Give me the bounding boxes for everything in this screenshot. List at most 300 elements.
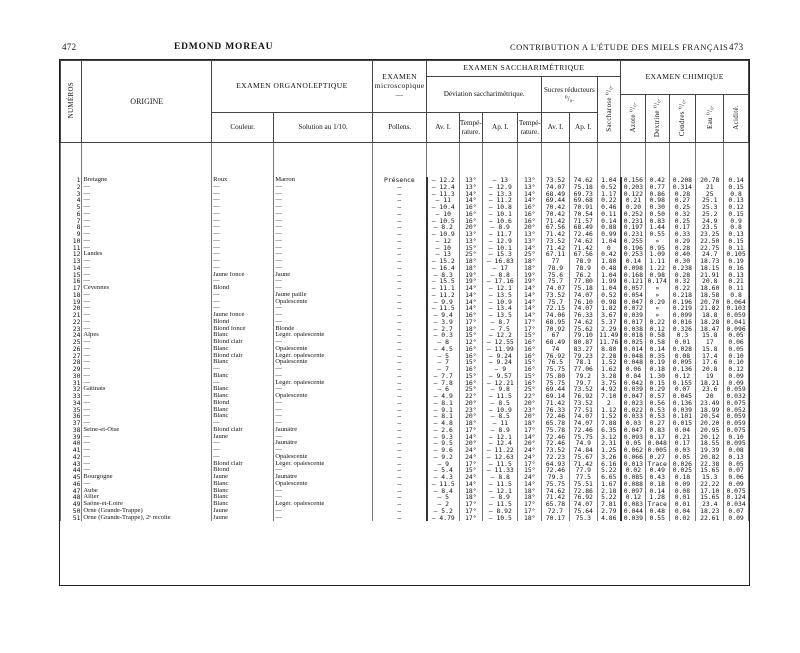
cell-solution: —	[274, 218, 373, 225]
cell-azote: 0.197	[621, 224, 646, 231]
cell-cendres: 0.32	[669, 211, 696, 218]
cell-acidite: 0.12	[724, 204, 749, 211]
cell-temp-ap: 15°	[518, 467, 542, 474]
header-temp2: Tempé-rature.	[518, 113, 542, 143]
cell-dev-ap: — 12.1	[483, 488, 518, 495]
cell-saccharose: 0.98	[597, 299, 621, 306]
cell-temp-ap: 14°	[518, 245, 542, 252]
cell-eau: 20.70	[696, 299, 724, 306]
header-origine: ORIGINE	[82, 61, 212, 143]
cell-eau: 17.6	[696, 359, 724, 366]
cell-azote: 0.196	[621, 245, 646, 252]
cell-origine: —	[82, 245, 212, 252]
cell-acidite: 0.15	[724, 238, 749, 245]
cell-origine: —	[82, 224, 212, 231]
cell-origine: —	[82, 359, 212, 366]
cell-saccharose: 8.80	[597, 346, 621, 353]
cell-azote: 0.047	[621, 393, 646, 400]
cell-solution: Marron	[274, 177, 373, 184]
cell-sucres-av: 70.17	[542, 515, 570, 522]
cell-dextrine: 0.53	[645, 407, 669, 414]
cell-numero: 33	[61, 393, 82, 400]
cell-origine: —	[82, 299, 212, 306]
cell-cendres: 0.099	[669, 312, 696, 319]
cell-acidite: 0.11	[724, 245, 749, 252]
cell-sucres-ap: 77.06	[569, 366, 597, 373]
cell-acidite: 0.05	[724, 332, 749, 339]
cell-solution: Jaunâtre	[274, 474, 373, 481]
cell-sucres-ap: 73.52	[569, 400, 597, 407]
cell-couleur: —	[212, 238, 274, 245]
cell-sucres-ap: 76.2	[569, 272, 597, 279]
cell-temp-av: 15°	[459, 359, 483, 366]
cell-saccharose: 2.29	[597, 326, 621, 333]
cell-origine: Orne (Grande-Trappe)	[82, 508, 212, 515]
cell-acidite: 0.105	[724, 251, 749, 258]
cell-sucres-ap: 74.9	[569, 440, 597, 447]
cell-temp-av: 12°	[459, 339, 483, 346]
cell-saccharose: 0.52	[597, 292, 621, 299]
cell-sucres-av: 71.42	[542, 231, 570, 238]
cell-dev-ap: — 17.16	[483, 278, 518, 285]
cell-couleur: —	[212, 292, 274, 299]
cell-temp-ap: 25°	[518, 386, 542, 393]
cell-origine: —	[82, 353, 212, 360]
cell-dev-ap: — 12.4	[483, 440, 518, 447]
cell-solution: —	[274, 400, 373, 407]
cell-sucres-av: 67.11	[542, 251, 570, 258]
cell-numero: 41	[61, 447, 82, 454]
cell-dev-ap: — 11	[483, 420, 518, 427]
cell-saccharose: 6.65	[597, 474, 621, 481]
cell-dev-ap: — 12.9	[483, 184, 518, 191]
cell-sucres-av: 74.62	[542, 488, 570, 495]
cell-sucres-av: 73.52	[542, 292, 570, 299]
cell-saccharose: 1.82	[597, 305, 621, 312]
cell-azote: 0.083	[621, 501, 646, 508]
cell-temp-av: 18°	[459, 326, 483, 333]
cell-temp-av: 20°	[459, 440, 483, 447]
cell-sucres-av: 68.95	[542, 319, 570, 326]
cell-sucres-ap: 75.18	[569, 184, 597, 191]
cell-cendres: 0.238	[669, 265, 696, 272]
cell-temp-av: 16°	[459, 218, 483, 225]
cell-sucres-av: 77	[542, 258, 570, 265]
cell-solution: —	[274, 373, 373, 380]
cell-eau: 25	[696, 191, 724, 198]
cell-solution: —	[274, 224, 373, 231]
cell-eau: 18.73	[696, 258, 724, 265]
cell-numero: 8	[61, 224, 82, 231]
cell-acidite: 0.059	[724, 420, 749, 427]
cell-eau: 21	[696, 184, 724, 191]
cell-acidite: 0.15	[724, 184, 749, 191]
cell-dev-av: — 8.3	[427, 272, 459, 279]
cell-pollens: —	[372, 515, 427, 522]
cell-temp-av: 14°	[459, 285, 483, 292]
table-row	[61, 231, 749, 238]
table-row	[61, 373, 749, 380]
cell-dev-av: — 9.4	[427, 312, 459, 319]
cell-sucres-ap: 74.84	[569, 447, 597, 454]
table-row	[61, 461, 749, 468]
cell-temp-ap: 19°	[518, 278, 542, 285]
cell-dev-av: — 2.7	[427, 326, 459, 333]
cell-dextrine: 0.98	[645, 197, 669, 204]
table-row	[61, 251, 749, 258]
cell-numero: 23	[61, 326, 82, 333]
cell-numero: 50	[61, 508, 82, 515]
table-row	[61, 265, 749, 272]
table-row	[61, 359, 749, 366]
cell-numero: 36	[61, 413, 82, 420]
cell-dev-av: — 3.9	[427, 319, 459, 326]
cell-dev-av: — 13	[427, 251, 459, 258]
cell-saccharose: 1.04	[597, 238, 621, 245]
cell-cendres: 0.18	[669, 474, 696, 481]
cell-dextrine: 0.29	[645, 299, 669, 306]
cell-couleur: Jaune	[212, 515, 274, 522]
cell-dev-ap: — 13.3	[483, 191, 518, 198]
cell-acidite: 0.10	[724, 359, 749, 366]
cell-temp-av: 16°	[459, 204, 483, 211]
cell-dextrine: 0.17	[645, 434, 669, 441]
cell-couleur: —	[212, 265, 274, 272]
cell-dextrine: 0.22	[645, 319, 669, 326]
cell-eau: 18.55	[696, 440, 724, 447]
cell-cendres: 0.04	[669, 508, 696, 515]
cell-dev-av: — 11.1	[427, 285, 459, 292]
cell-saccharose: 1.62	[597, 366, 621, 373]
cell-numero: 47	[61, 488, 82, 495]
cell-dev-av: — 4.5	[427, 346, 459, 353]
cell-eau: 23.25	[696, 231, 724, 238]
cell-acidite: 0.124	[724, 494, 749, 501]
table-row	[61, 191, 749, 198]
table-row	[61, 488, 749, 495]
cell-pollens: —	[372, 231, 427, 238]
cell-dev-av: — 2.6	[427, 427, 459, 434]
cell-dextrine: 1.11	[645, 258, 669, 265]
cell-dev-av: — 12.4	[427, 184, 459, 191]
cell-dev-av: — 11	[427, 197, 459, 204]
cell-dev-av: — 9.5	[427, 440, 459, 447]
cell-origine: —	[82, 238, 212, 245]
cell-solution: —	[274, 366, 373, 373]
cell-solution: —	[274, 231, 373, 238]
cell-couleur: Blond	[212, 467, 274, 474]
cell-cendres: 0.07	[669, 386, 696, 393]
cell-temp-ap: 16°	[518, 380, 542, 387]
cell-solution: —	[274, 515, 373, 522]
cell-dextrine: 1.22	[645, 265, 669, 272]
cell-origine: —	[82, 231, 212, 238]
cell-acidite: 0.07	[724, 508, 749, 515]
cell-couleur: —	[212, 218, 274, 225]
cell-numero: 37	[61, 420, 82, 427]
cell-sucres-av: 71.42	[542, 494, 570, 501]
cell-cendres: 0.208	[669, 177, 696, 184]
cell-dextrine: 0.48	[645, 508, 669, 515]
cell-sucres-av: 75.7	[542, 299, 570, 306]
cell-acidite: 0.09	[724, 380, 749, 387]
cell-azote: 0.048	[621, 353, 646, 360]
cell-couleur: Blond	[212, 400, 274, 407]
table-row	[61, 238, 749, 245]
cell-solution: —	[274, 467, 373, 474]
header-pollens: Pollens.	[372, 113, 427, 143]
cell-origine: Bretagne	[82, 177, 212, 184]
cell-dev-ap: — 8.8	[483, 474, 518, 481]
cell-eau: 18.21	[696, 380, 724, 387]
cell-eau: 20.82	[696, 454, 724, 461]
cell-acidite: 0.8	[724, 224, 749, 231]
cell-dev-ap: — 8.9	[483, 224, 518, 231]
table-row	[61, 197, 749, 204]
cell-cendres: 0.136	[669, 400, 696, 407]
table-row	[61, 508, 749, 515]
cell-sucres-av: 75.78	[542, 427, 570, 434]
cell-sucres-ap: 78.9	[569, 265, 597, 272]
cell-dev-av: — 5	[427, 494, 459, 501]
cell-dev-av: — 8	[427, 339, 459, 346]
cell-temp-av: 14°	[459, 299, 483, 306]
cell-cendres: 0.026	[669, 461, 696, 468]
cell-pollens: —	[372, 197, 427, 204]
cell-acidite: 0.09	[724, 515, 749, 522]
cell-dextrine: 0.55	[645, 515, 669, 522]
cell-origine: —	[82, 413, 212, 420]
cell-sucres-ap: 78.1	[569, 359, 597, 366]
cell-solution: Opalescente	[274, 454, 373, 461]
cell-sucres-av: 75.6	[542, 272, 570, 279]
table-row	[61, 346, 749, 353]
header-exam-chimique: EXAMEN CHIMIQUE	[621, 61, 749, 95]
cell-couleur: —	[212, 258, 274, 265]
cell-solution: —	[274, 488, 373, 495]
cell-pollens: —	[372, 420, 427, 427]
cell-dev-ap: — 10.1	[483, 211, 518, 218]
cell-sucres-ap: 74.07	[569, 413, 597, 420]
cell-dev-ap: — 11.5	[483, 501, 518, 508]
cell-acidite: 0.19	[724, 258, 749, 265]
cell-dev-av: — 4.9	[427, 393, 459, 400]
cell-acidite: 0.9	[724, 218, 749, 225]
cell-numero: 19	[61, 299, 82, 306]
cell-solution: —	[274, 434, 373, 441]
cell-dev-av: — 9.6	[427, 447, 459, 454]
cell-cendres: 0.136	[669, 366, 696, 373]
cell-sucres-av: 64.93	[542, 461, 570, 468]
cell-temp-ap: 14°	[518, 191, 542, 198]
cell-temp-av: 14°	[459, 481, 483, 488]
cell-dev-ap: — 17	[483, 265, 518, 272]
cell-sucres-ap: 72.46	[569, 231, 597, 238]
cell-acidite: 0.059	[724, 312, 749, 319]
cell-sucres-ap: 71.42	[569, 461, 597, 468]
cell-sucres-ap: 76.10	[569, 299, 597, 306]
cell-dev-av: — 7	[427, 359, 459, 366]
cell-temp-ap: 14°	[518, 312, 542, 319]
cell-cendres: 0.218	[669, 292, 696, 299]
cell-temp-av: 16°	[459, 312, 483, 319]
cell-sucres-av: 74.07	[542, 184, 570, 191]
cell-eau: 18.47	[696, 326, 724, 333]
cell-saccharose: 7.88	[597, 420, 621, 427]
cell-dev-av: — 7.8	[427, 380, 459, 387]
cell-couleur: Blond clair	[212, 461, 274, 468]
table-row	[61, 299, 749, 306]
cell-pollens: Présence	[372, 177, 427, 184]
cell-temp-ap: 24°	[518, 474, 542, 481]
cell-dextrine: »	[645, 285, 669, 292]
cell-temp-ap: 23°	[518, 407, 542, 414]
cell-solution: Opalescente	[274, 481, 373, 488]
cell-temp-av: 16°	[459, 346, 483, 353]
cell-cendres: 0.03	[669, 447, 696, 454]
table-row	[61, 467, 749, 474]
cell-cendres: 0.326	[669, 326, 696, 333]
cell-couleur: Jaune foncé	[212, 272, 274, 279]
cell-azote: 0.048	[621, 359, 646, 366]
cell-numero: 5	[61, 204, 82, 211]
cell-sucres-av: 67.56	[542, 224, 570, 231]
cell-numero: 48	[61, 494, 82, 501]
cell-eau: 22.61	[696, 515, 724, 522]
cell-dextrine: 0.58	[645, 339, 669, 346]
cell-sucres-ap: 79.7	[569, 380, 597, 387]
cell-sucres-ap: 72.46	[569, 427, 597, 434]
cell-azote: 0.085	[621, 474, 646, 481]
cell-dev-av: — 8.1	[427, 413, 459, 420]
cell-acidite: 0.8	[724, 191, 749, 198]
cell-solution: —	[274, 184, 373, 191]
cell-pollens: —	[372, 380, 427, 387]
cell-azote: 0.097	[621, 488, 646, 495]
cell-dev-av: — 9.9	[427, 299, 459, 306]
cell-temp-av: 20°	[459, 413, 483, 420]
cell-temp-av: 18°	[459, 258, 483, 265]
cell-saccharose: 1.52	[597, 413, 621, 420]
cell-cendres: 0.05	[669, 454, 696, 461]
cell-origine: —	[82, 373, 212, 380]
cell-dextrine: Trace	[645, 461, 669, 468]
cell-origine: —	[82, 461, 212, 468]
cell-origine: —	[82, 400, 212, 407]
cell-saccharose: 0.22	[597, 197, 621, 204]
cell-solution: Opalescente	[274, 359, 373, 366]
cell-eau: 15.8	[696, 332, 724, 339]
table-row	[61, 278, 749, 285]
cell-solution: —	[274, 339, 373, 346]
cell-sucres-av: 70.92	[542, 326, 570, 333]
cell-dextrine: »	[645, 292, 669, 299]
cell-azote: 0.066	[621, 454, 646, 461]
cell-cendres: 0.016	[669, 319, 696, 326]
cell-pollens: —	[372, 245, 427, 252]
cell-dev-av: — 4.79	[427, 515, 459, 522]
cell-solution: Légèr. opalescente	[274, 332, 373, 339]
cell-numero: 26	[61, 346, 82, 353]
cell-dextrine: 1.28	[645, 494, 669, 501]
cell-saccharose: 0.14	[597, 218, 621, 225]
cell-dextrine: 0.58	[645, 332, 669, 339]
cell-couleur: —	[212, 191, 274, 198]
cell-solution: —	[274, 238, 373, 245]
cell-cendres: 0.314	[669, 184, 696, 191]
cell-eau: 20.20	[696, 420, 724, 427]
cell-azote: 0.057	[621, 285, 646, 292]
cell-couleur: Blanc	[212, 488, 274, 495]
cell-azote: 0.03	[621, 420, 646, 427]
cell-pollens: —	[372, 305, 427, 312]
cell-azote: 0.013	[621, 461, 646, 468]
cell-eau: 19	[696, 373, 724, 380]
cell-temp-ap: 14°	[518, 197, 542, 204]
cell-solution: —	[274, 265, 373, 272]
cell-cendres: 0.17	[669, 224, 696, 231]
cell-numero: 44	[61, 467, 82, 474]
cell-azote: 0.042	[621, 380, 646, 387]
cell-sucres-ap: 77.9	[569, 467, 597, 474]
cell-origine: —	[82, 434, 212, 441]
cell-sucres-av: 68.49	[542, 191, 570, 198]
cell-cendres: 0.015	[669, 420, 696, 427]
cell-saccharose: 1.25	[597, 447, 621, 454]
cell-numero: 12	[61, 251, 82, 258]
cell-pollens: —	[372, 508, 427, 515]
cell-azote: 0.203	[621, 184, 646, 191]
cell-dextrine: 0.30	[645, 204, 669, 211]
cell-dev-ap: — 11.7	[483, 231, 518, 238]
cell-saccharose: 1.04	[597, 177, 621, 184]
cell-temp-av: 16°	[459, 380, 483, 387]
cell-dev-av: — 10	[427, 211, 459, 218]
cell-sucres-ap: 72.86	[569, 488, 597, 495]
cell-numero: 32	[61, 386, 82, 393]
cell-solution: —	[274, 251, 373, 258]
cell-temp-av: 24°	[459, 474, 483, 481]
cell-sucres-av: 76.5	[542, 359, 570, 366]
cell-azote: 0.098	[621, 265, 646, 272]
cell-temp-ap: 13°	[518, 231, 542, 238]
cell-saccharose: 1.04	[597, 285, 621, 292]
cell-pollens: —	[372, 366, 427, 373]
cell-temp-av: 23°	[459, 407, 483, 414]
cell-dev-av: — 11.5	[427, 481, 459, 488]
cell-numero: 49	[61, 501, 82, 508]
cell-azote: 0.06	[621, 366, 646, 373]
cell-dev-ap: — 13	[483, 177, 518, 184]
cell-pollens: —	[372, 413, 427, 420]
cell-azote: 0.039	[621, 386, 646, 393]
cell-cendres: 0.039	[669, 407, 696, 414]
cell-numero: 7	[61, 218, 82, 225]
cell-dev-av: — 10.5	[427, 218, 459, 225]
cell-acidite: 0.13	[724, 454, 749, 461]
cell-sucres-av: 70.42	[542, 204, 570, 211]
header-exam-saccharimetrique: EXAMEN SACCHARIMÉTRIQUE	[427, 61, 621, 77]
cell-sucres-ap: 73.52	[569, 386, 597, 393]
header-deviation: Déviation saccharimétrique.	[427, 77, 542, 113]
cell-cendres: 0.02	[669, 515, 696, 522]
cell-couleur: Blond clair	[212, 427, 274, 434]
cell-temp-ap: 16°	[518, 366, 542, 373]
cell-eau: 18.99	[696, 407, 724, 414]
cell-temp-ap: 24°	[518, 447, 542, 454]
cell-temp-ap: 17°	[518, 461, 542, 468]
cell-sucres-av: 69.14	[542, 393, 570, 400]
